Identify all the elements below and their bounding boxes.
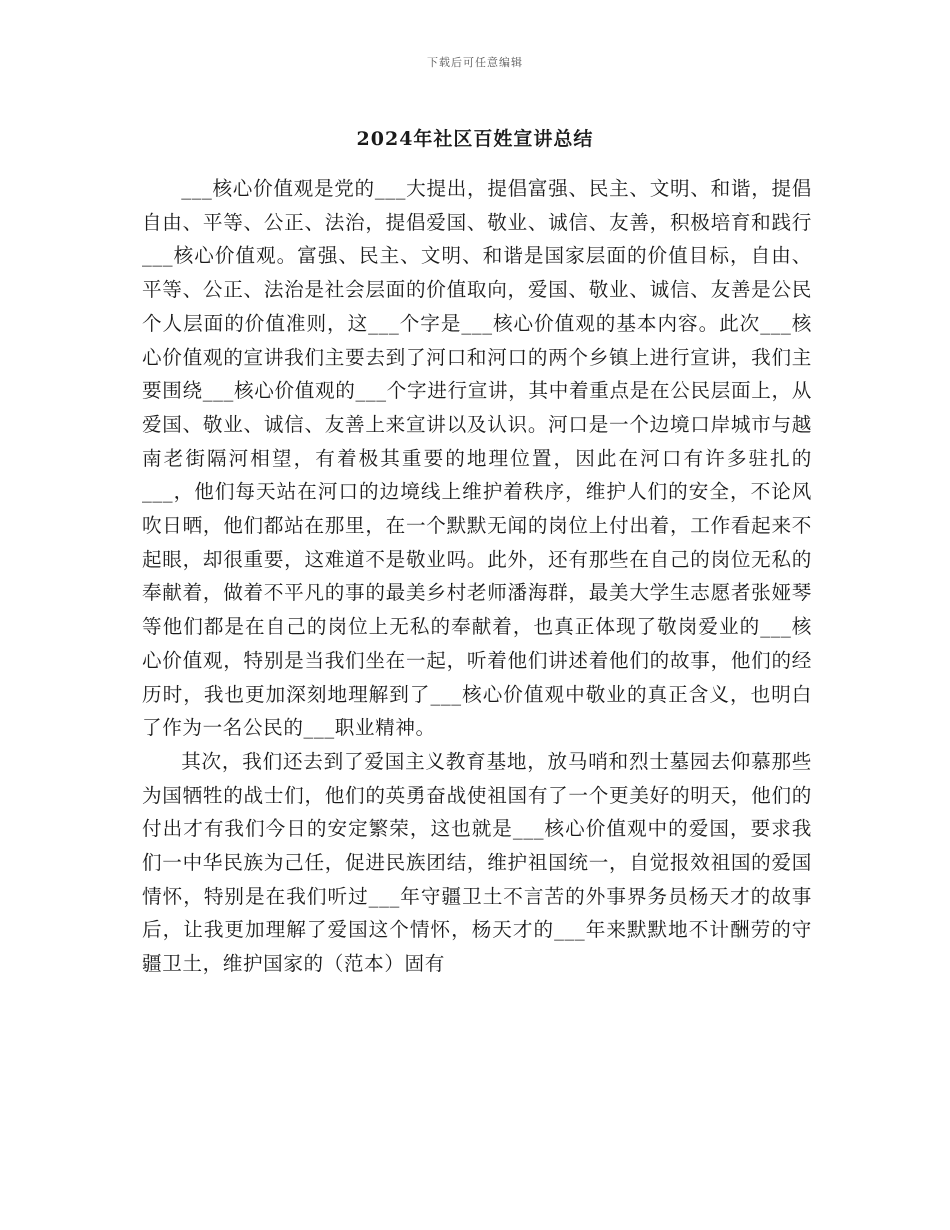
paragraph-2: 其次，我们还去到了爱国主义教育基地，放马哨和烈士墓园去仰慕那些为国牺牲的战士们，他们的英勇奋战使祖国有了一个更美好的明天，他们的付出才有我们今日的安定繁荣，这也就是___核心价值观中的爱国，要求我们一中华民族为己任，促进民族团结，维护祖国统一，自觉报效祖国的爱国情怀，特别是在我们听过___年守疆卫土不言苦的外事界务员杨天才的故事后，让我更加理解了爱国这个情怀，杨天才的___年来默默地不计酬劳的守疆卫土，维护国家的（范本）固有: [142, 749, 812, 976]
header-note: 下载后可任意编辑: [427, 56, 523, 69]
document-body: [142, 172, 812, 981]
document-title: 2024年社区百姓宣讲总结: [356, 128, 594, 150]
paragraph-1: ___核心价值观是党的___大提出，提倡富强、民主、文明、和谐，提倡自由、平等、公正、法治，提倡爱国、敬业、诚信、友善，积极培育和践行___核心价值观。富强、民主、文明、和谐是国家层面的价值目标，自由、平等、公正、法治是社会层面的价值取向，爱国、敬业、诚信、友善是公民个人层面的价值准则，这___个字是___核心价值观的基本内容。此次___核心价值观的宣讲我们主要去到了河口和河口的两个乡镇上进行宣讲，我们主要围绕___核心价值观的___个字进行宣讲，其中着重点是在公民层面上，从爱国、敬业、诚信、友善上来宣讲以及认识。河口是一个边境口岸城市与越南老街隔河相望，有着极其重要的地理位置，因此在河口有许多驻扎的___，他们每天站在河口的边境线上维护着秩序，维护人们的安全，不论风吹日晒，他们都站在那里，在一个默默无闻的岗位上付出着，工作看起来不起眼，却很重要，这难道不是敬业吗。此外，还有那些在自己的岗位无私的奉献着，做着不平凡的事的最美乡村老师潘海群，最美大学生志愿者张娅琴等他们都是在自己的岗位上无私的奉献着，也真正体现了敬岗爱业的___核心价值观，特别是当我们坐在一起，听着他们讲述着他们的故事，他们的经历时，我也更加深刻地理解到了___核心价值观中敬业的真正含义，也明白了作为一名公民的___职业精神。: [142, 177, 812, 740]
